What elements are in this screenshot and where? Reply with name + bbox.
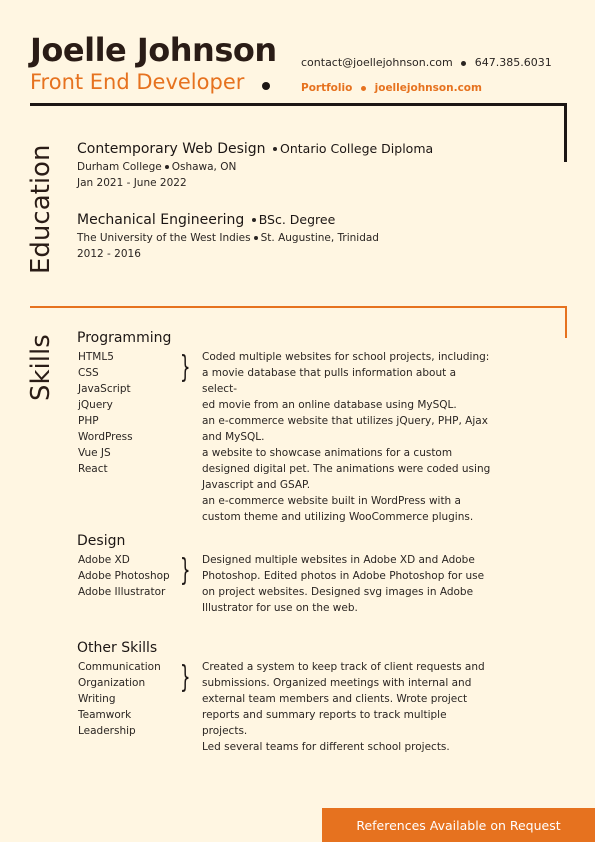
degree-type: Ontario College Diploma	[280, 141, 434, 156]
description-line: external team members and clients. Wrote project	[202, 693, 468, 705]
degree-type: BSc. Degree	[258, 212, 336, 227]
education-dates: Jan 2021 - June 2022	[77, 177, 187, 189]
school-name: Durham College	[77, 161, 162, 173]
email-link[interactable]: contact@joellejohnson.com	[301, 56, 453, 69]
school-location: Oshawa, ON	[171, 161, 237, 173]
skill-item: Adobe Photoshop	[78, 570, 170, 582]
title-bullet-icon	[262, 82, 270, 90]
description-line: Coded multiple websites for school projects, including:	[202, 351, 490, 363]
education-entry-title	[77, 141, 433, 157]
description-line: a movie database that pulls information about a select-	[202, 367, 456, 395]
education-section-label: Education	[26, 144, 56, 274]
skills-divider	[30, 306, 567, 308]
description-line: ed movie from an online database using MySQL.	[202, 399, 457, 411]
header-divider	[30, 103, 567, 106]
description-line: Created a system to keep track of client requests and	[202, 661, 485, 673]
skill-item: jQuery	[78, 399, 113, 411]
education-dates: 2012 - 2016	[77, 248, 141, 260]
description-line: a website to showcase animations for a custom	[202, 447, 453, 459]
description-line: and MySQL.	[202, 431, 265, 443]
contact-line	[301, 56, 552, 69]
skill-item: JavaScript	[78, 383, 131, 395]
links-line	[301, 82, 482, 94]
separator-dot-icon	[461, 61, 466, 66]
skill-item: Organization	[78, 677, 146, 689]
skill-list	[78, 659, 161, 739]
separator-dot-icon	[254, 236, 258, 240]
description-line: Javascript and GSAP.	[202, 479, 311, 491]
skill-item: HTML5	[78, 351, 114, 363]
portfolio-link[interactable]: Portfolio	[301, 82, 353, 94]
skill-description	[202, 552, 494, 616]
skill-group-heading: Other Skills	[77, 640, 158, 656]
description-line: an e-commerce website that utilizes jQuery, PHP, Ajax	[202, 415, 488, 427]
description-line: submissions. Organized meetings with internal and	[202, 677, 472, 689]
brace-icon: }	[180, 553, 191, 588]
description-line: Photoshop. Edited photos in Adobe Photoshop for use	[202, 570, 485, 582]
website-link[interactable]: joellejohnson.com	[374, 82, 482, 94]
skills-divider-corner	[565, 306, 567, 338]
references-text: References Available on Request	[356, 817, 561, 833]
skill-item: WordPress	[78, 431, 133, 443]
school-line	[77, 159, 433, 175]
education-entry	[77, 212, 379, 262]
skill-description	[202, 349, 494, 525]
description-line: reports and summary reports to track multiple projects.	[202, 709, 447, 737]
separator-dot-icon	[361, 86, 366, 91]
education-entry	[77, 141, 433, 191]
program-name: Contemporary Web Design	[77, 141, 266, 157]
skill-item: CSS	[78, 367, 99, 379]
school-name: The University of the West Indies	[77, 232, 251, 244]
phone-number[interactable]: 647.385.6031	[474, 56, 552, 69]
brace-icon: }	[180, 350, 191, 385]
skill-item: Communication	[78, 661, 161, 673]
skill-item: Teamwork	[78, 709, 132, 721]
description-line: Illustrator for use on the web.	[202, 602, 358, 614]
description-line: Designed multiple websites in Adobe XD and Adobe	[202, 554, 475, 566]
school-line	[77, 230, 379, 246]
skill-list	[78, 552, 170, 600]
header-divider-corner	[564, 103, 567, 162]
candidate-name: Joelle Johnson	[30, 31, 277, 69]
skill-item: React	[78, 463, 108, 475]
skill-group-heading: Programming	[77, 330, 172, 346]
description-line: designed digital pet. The animations were coded using	[202, 463, 491, 475]
separator-dot-icon	[273, 147, 277, 151]
skills-section-label: Skills	[26, 334, 56, 401]
skill-item: Leadership	[78, 725, 136, 737]
references-banner	[322, 808, 595, 842]
school-location: St. Augustine, Trinidad	[260, 232, 379, 244]
description-line: on project websites. Designed svg images in Adobe	[202, 586, 474, 598]
description-line: an e-commerce website built in WordPress with a	[202, 495, 461, 507]
skill-group-heading: Design	[77, 533, 126, 549]
skill-list	[78, 349, 133, 477]
brace-icon: }	[180, 660, 191, 695]
job-title: Front End Developer	[30, 70, 245, 94]
skill-description	[202, 659, 494, 755]
education-entry-title	[77, 212, 379, 228]
skill-item: Adobe XD	[78, 554, 130, 566]
description-line: custom theme and utilizing WooCommerce plugins.	[202, 511, 474, 523]
separator-dot-icon	[165, 165, 169, 169]
separator-dot-icon	[252, 218, 256, 222]
skill-item: Adobe Illustrator	[78, 586, 166, 598]
program-name: Mechanical Engineering	[77, 212, 245, 228]
description-line: Led several teams for different school projects.	[202, 741, 450, 753]
skill-item: Vue JS	[78, 447, 111, 459]
skill-item: Writing	[78, 693, 116, 705]
skill-item: PHP	[78, 415, 99, 427]
